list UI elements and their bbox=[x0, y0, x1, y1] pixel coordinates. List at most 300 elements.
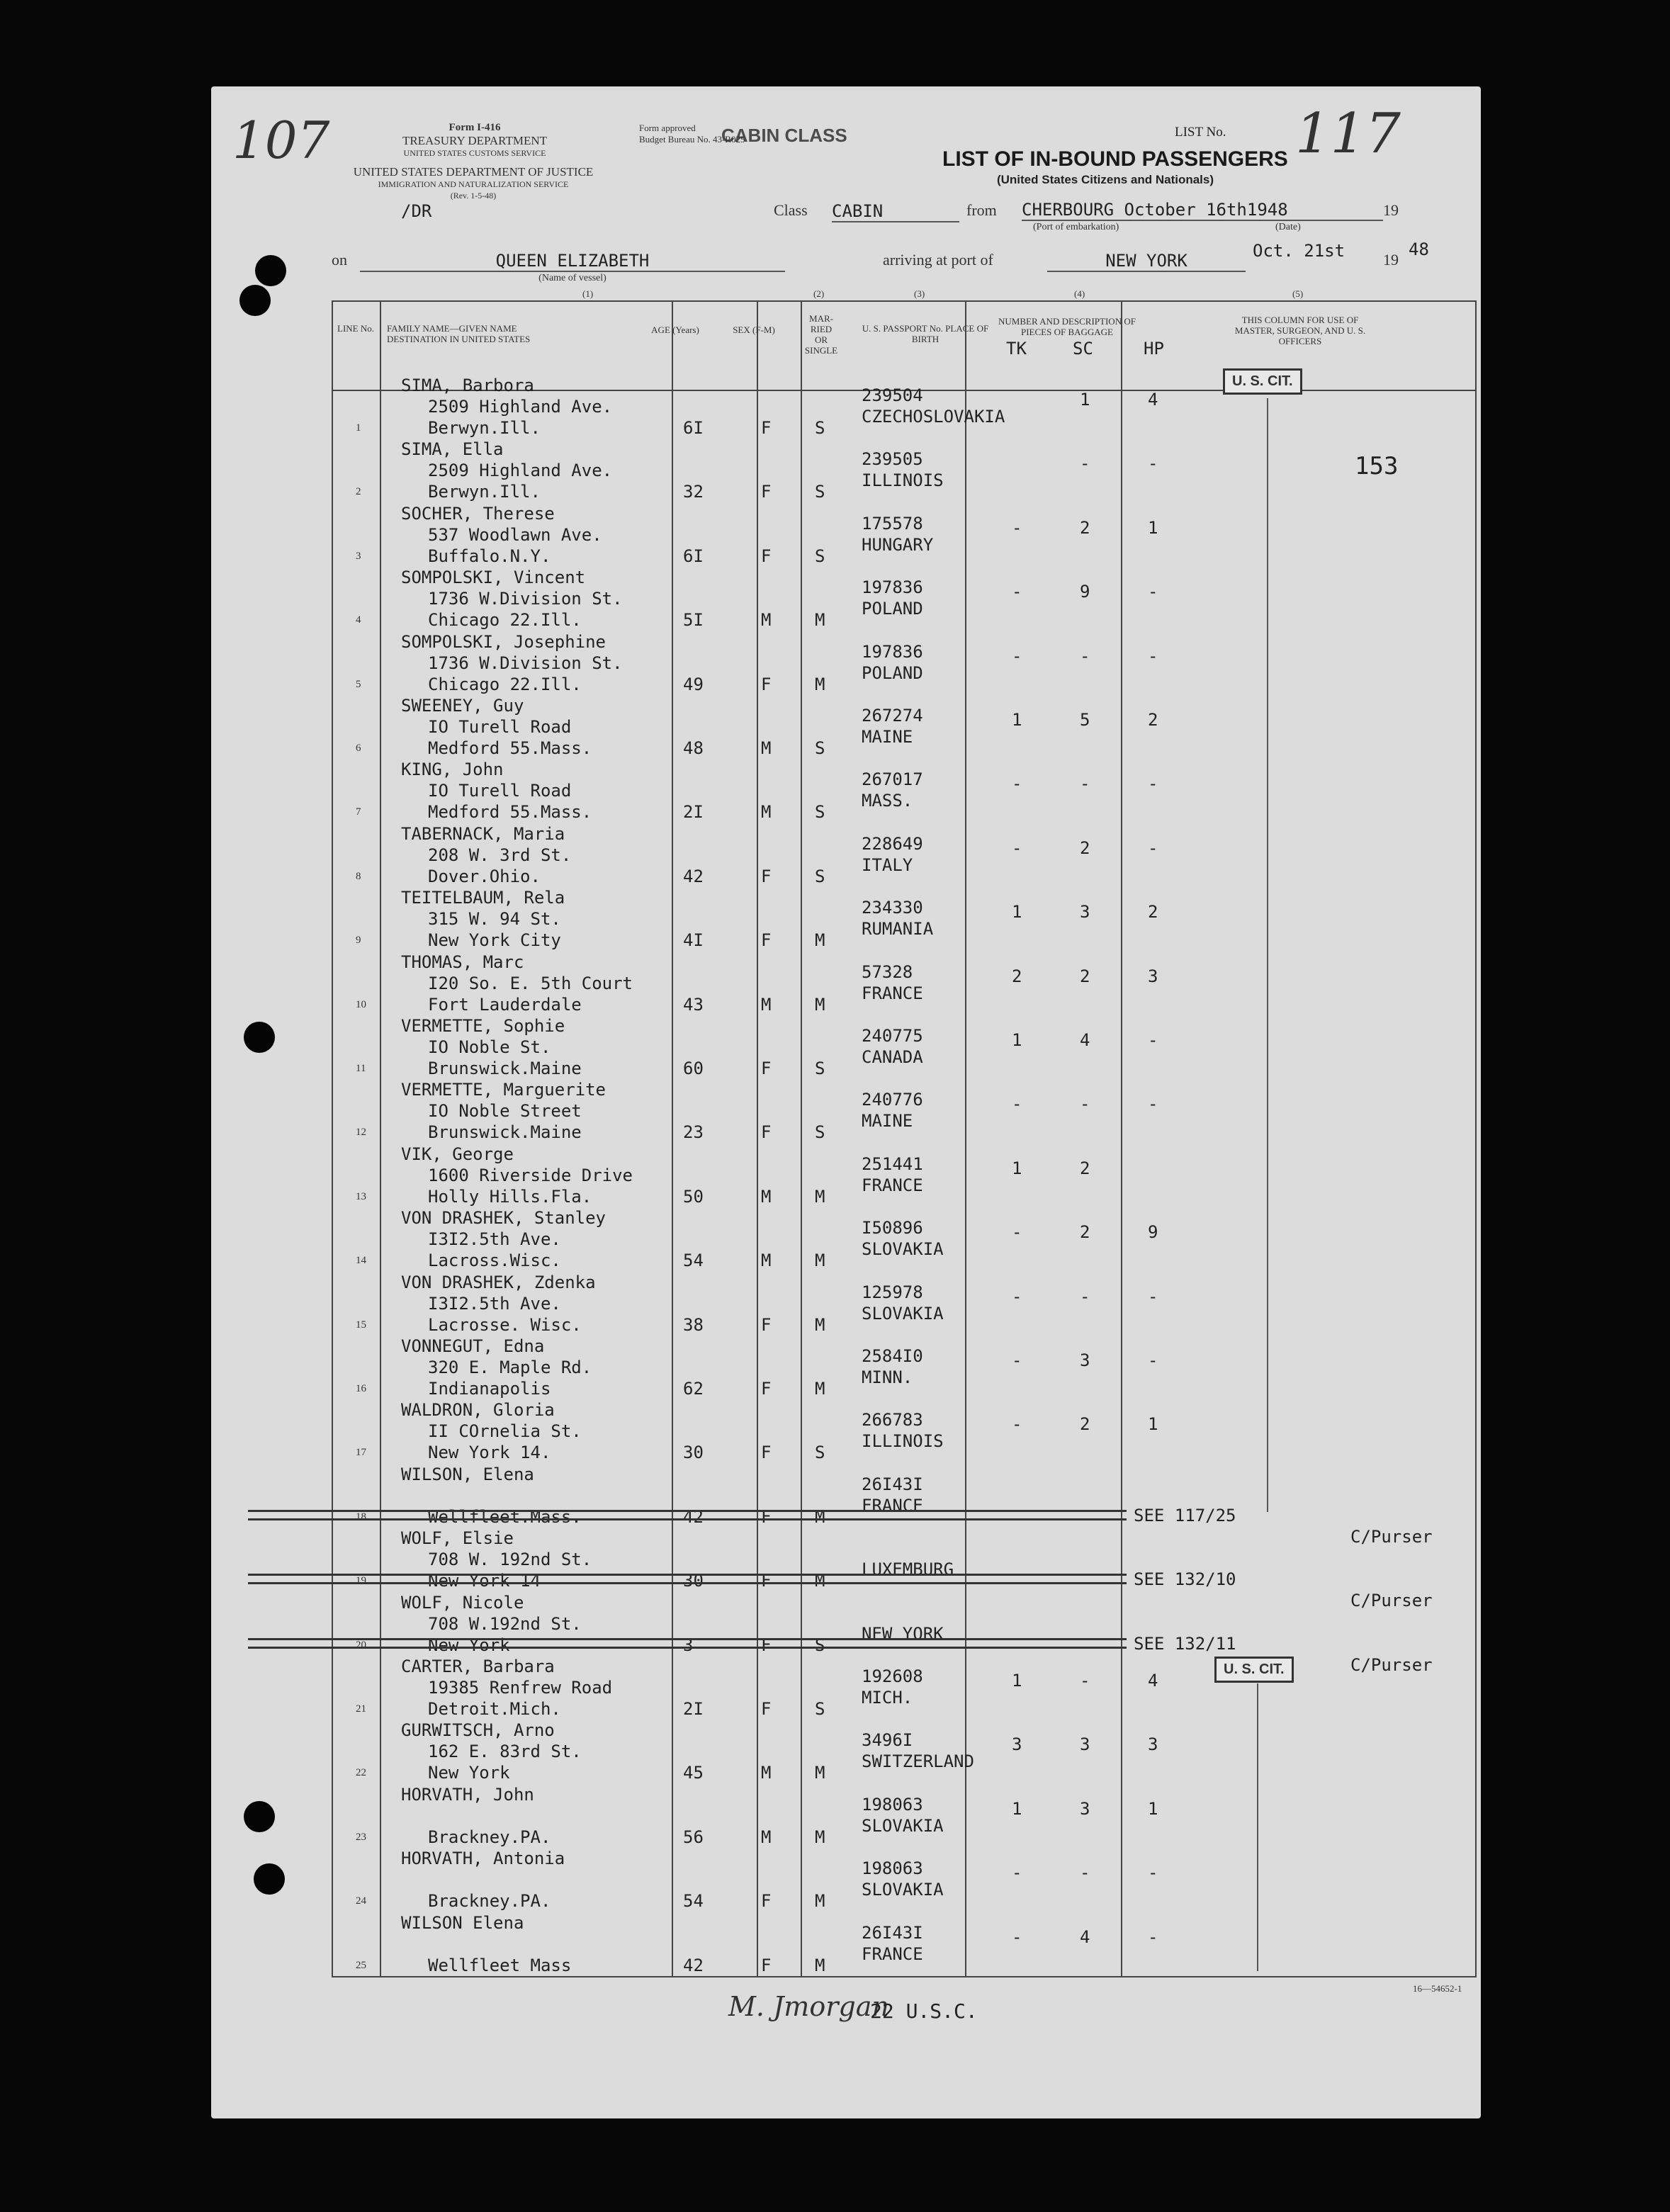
address-line: IO Turell Road bbox=[428, 717, 572, 737]
line-number: 11 bbox=[356, 1063, 366, 1074]
city-line: Berwyn.Ill. bbox=[428, 482, 541, 502]
baggage-hp: - bbox=[1148, 837, 1158, 858]
baggage-sc: 3 bbox=[1080, 1350, 1090, 1370]
marital-status: M bbox=[815, 1827, 825, 1847]
address-line: IO Turell Road bbox=[428, 781, 572, 801]
cancelled-entry-strike bbox=[248, 1518, 1127, 1520]
col-number-2: (2) bbox=[813, 288, 825, 299]
city-line: Brackney.PA. bbox=[428, 1891, 551, 1912]
city-line: Chicago 22.Ill. bbox=[428, 674, 582, 694]
address-line: 320 E. Maple Rd. bbox=[428, 1358, 592, 1377]
age: 3 bbox=[683, 1635, 694, 1655]
passport-number: 198063 bbox=[862, 1858, 923, 1879]
place-of-birth: CANADA bbox=[862, 1047, 923, 1067]
baggage-sc: 2 bbox=[1080, 1414, 1090, 1435]
arrival-year-prefix: 19 bbox=[1383, 251, 1399, 269]
address-line: 162 E. 83rd St. bbox=[428, 1742, 582, 1762]
passenger-name: SOMPOLSKI, Vincent bbox=[401, 568, 586, 588]
place-of-birth: MAINE bbox=[862, 1111, 913, 1132]
baggage-hp: - bbox=[1148, 1286, 1158, 1307]
marital-status: S bbox=[815, 1122, 825, 1143]
line-number: 7 bbox=[356, 806, 361, 818]
passenger-name: WALDRON, Gloria bbox=[401, 1400, 555, 1421]
passenger-name: CARTER, Barbara bbox=[401, 1657, 555, 1676]
baggage-sc: - bbox=[1080, 453, 1090, 474]
table-row-12 bbox=[211, 1080, 1481, 1144]
line-number: 1 bbox=[356, 422, 361, 434]
city-line: Medford 55.Mass. bbox=[428, 738, 592, 758]
place-of-birth: CZECHOSLOVAKIA bbox=[862, 407, 1005, 427]
passenger-name: VERMETTE, Marguerite bbox=[401, 1080, 606, 1100]
arriving-label: arriving at port of bbox=[883, 251, 993, 269]
marital-status: M bbox=[815, 1314, 825, 1335]
place-of-birth: ILLINOIS bbox=[862, 470, 944, 491]
place-of-birth: POLAND bbox=[862, 662, 923, 683]
age: 2I bbox=[683, 802, 704, 823]
sex: F bbox=[761, 546, 772, 566]
passenger-name: SOMPOLSKI, Josephine bbox=[401, 631, 606, 652]
marital-status: M bbox=[815, 674, 825, 694]
col-number-3: (3) bbox=[914, 288, 925, 299]
header-sc: SC bbox=[1073, 339, 1093, 359]
passport-number: 197836 bbox=[862, 577, 923, 598]
table-row-14 bbox=[211, 1208, 1481, 1272]
marital-status: S bbox=[815, 738, 825, 758]
table-row-17 bbox=[211, 1400, 1481, 1464]
baggage-tk: 1 bbox=[1012, 902, 1022, 922]
age: 2I bbox=[683, 1699, 704, 1719]
immigration-service: IMMIGRATION AND NATURALIZATION SERVICE bbox=[378, 179, 569, 189]
baggage-hp: - bbox=[1148, 1863, 1158, 1883]
address-line: I20 So. E. 5th Court bbox=[428, 973, 633, 993]
passport-number: 267017 bbox=[862, 769, 923, 790]
document-subtitle: (United States Citizens and Nationals) bbox=[996, 173, 1214, 186]
passenger-name: VON DRASHEK, Stanley bbox=[401, 1208, 606, 1229]
cancelled-entry-strike bbox=[248, 1582, 1127, 1584]
line-number: 20 bbox=[356, 1639, 366, 1651]
vessel-name: QUEEN ELIZABETH bbox=[360, 251, 785, 272]
passenger-name: SIMA, Barbora bbox=[401, 376, 534, 395]
passport-number: 26I43I bbox=[862, 1474, 923, 1494]
city-line: New York 14. bbox=[428, 1443, 551, 1463]
baggage-hp: - bbox=[1148, 774, 1158, 794]
baggage-tk: 3 bbox=[1012, 1734, 1022, 1755]
sex: F bbox=[761, 930, 772, 951]
table-row-6 bbox=[211, 696, 1481, 760]
passport-number: 175578 bbox=[862, 513, 923, 534]
passport-number: 26I43I bbox=[862, 1922, 923, 1943]
col-number-1: (1) bbox=[582, 288, 594, 299]
city-line: New York 14 bbox=[428, 1571, 541, 1591]
purser-signature: C/Purser bbox=[1350, 1526, 1433, 1547]
marital-status: S bbox=[815, 802, 825, 823]
place-of-birth: FRANCE bbox=[862, 1495, 923, 1516]
baggage-hp: 3 bbox=[1148, 966, 1158, 986]
header-line-no: LINE No. bbox=[337, 323, 374, 334]
place-of-birth: MINN. bbox=[862, 1367, 913, 1387]
marital-status: M bbox=[815, 610, 825, 631]
baggage-tk: - bbox=[1012, 1350, 1022, 1370]
age: 62 bbox=[683, 1379, 704, 1399]
sex: M bbox=[761, 1827, 772, 1847]
address-line: 19385 Renfrew Road bbox=[428, 1678, 613, 1698]
handwritten-page-number: 107 bbox=[232, 111, 330, 170]
footer-signature: M. Jmorgan bbox=[728, 1991, 889, 2022]
baggage-tk: - bbox=[1012, 1286, 1022, 1307]
line-number: 24 bbox=[356, 1895, 366, 1907]
place-of-birth: MASS. bbox=[862, 791, 913, 811]
table-row-22 bbox=[211, 1720, 1481, 1784]
table-row-2 bbox=[211, 439, 1481, 503]
purser-signature: C/Purser bbox=[1350, 1654, 1433, 1675]
sex: M bbox=[761, 802, 772, 823]
table-row-15 bbox=[211, 1273, 1481, 1336]
baggage-sc: 4 bbox=[1080, 1926, 1090, 1947]
age: 45 bbox=[683, 1763, 704, 1783]
line-number: 6 bbox=[356, 743, 361, 754]
place-of-birth: MAINE bbox=[862, 727, 913, 747]
age: 54 bbox=[683, 1891, 704, 1912]
age: 42 bbox=[683, 1955, 704, 1975]
baggage-tk: - bbox=[1012, 1094, 1022, 1115]
passenger-name: TEITELBAUM, Rela bbox=[401, 888, 565, 908]
age: 54 bbox=[683, 1251, 704, 1271]
class-value: CABIN bbox=[832, 201, 959, 222]
marital-status: M bbox=[815, 1251, 825, 1271]
baggage-tk: - bbox=[1012, 774, 1022, 794]
sex: F bbox=[761, 1506, 772, 1527]
baggage-sc: - bbox=[1080, 1094, 1090, 1115]
class-label: Class bbox=[774, 201, 808, 219]
city-line: New York City bbox=[428, 930, 561, 951]
table-row-10 bbox=[211, 952, 1481, 1016]
place-of-birth: LUXEMBURG bbox=[862, 1559, 954, 1580]
passenger-name: TABERNACK, Maria bbox=[401, 823, 565, 844]
place-of-birth: MICH. bbox=[862, 1688, 913, 1708]
passport-number: 198063 bbox=[862, 1794, 923, 1815]
passenger-name: VERMETTE, Sophie bbox=[401, 1016, 565, 1036]
age: 5I bbox=[683, 610, 704, 631]
marital-status: S bbox=[815, 418, 825, 438]
passport-number: 239504 bbox=[862, 385, 923, 405]
baggage-tk: 1 bbox=[1012, 1798, 1022, 1819]
passenger-name: VIK, George bbox=[401, 1144, 514, 1164]
arrival-year: 48 bbox=[1409, 239, 1429, 259]
marital-status: S bbox=[815, 1443, 825, 1463]
header-officers-column: THIS COLUMN FOR USE OF MASTER, SURGEON, AND U. S. OFFICERS bbox=[1234, 315, 1366, 346]
marital-status: S bbox=[815, 1699, 825, 1719]
age: 43 bbox=[683, 994, 704, 1015]
col-number-4: (4) bbox=[1074, 288, 1085, 299]
address-line: 2509 Highland Ave. bbox=[428, 461, 613, 481]
baggage-sc: 4 bbox=[1080, 1030, 1090, 1050]
budget-bureau: Budget Bureau No. 43-R025 bbox=[639, 134, 745, 145]
baggage-tk: 1 bbox=[1012, 1030, 1022, 1050]
revision-date: (Rev. 1-5-48) bbox=[450, 191, 497, 201]
passenger-name: THOMAS, Marc bbox=[401, 952, 524, 972]
place-of-birth: POLAND bbox=[862, 599, 923, 619]
baggage-tk: - bbox=[1012, 1926, 1022, 1947]
address-line: 315 W. 94 St. bbox=[428, 909, 561, 930]
line-number: 17 bbox=[356, 1447, 366, 1459]
baggage-sc: - bbox=[1080, 1286, 1090, 1307]
age: 38 bbox=[683, 1314, 704, 1335]
baggage-hp: - bbox=[1148, 1030, 1158, 1050]
sex: F bbox=[761, 1635, 772, 1655]
col-number-5: (5) bbox=[1292, 288, 1304, 299]
sex: F bbox=[761, 1891, 772, 1912]
list-number-label: LIST No. bbox=[1175, 125, 1226, 140]
passenger-name: HORVATH, John bbox=[401, 1784, 534, 1805]
baggage-sc: 1 bbox=[1080, 390, 1090, 410]
place-of-birth: ITALY bbox=[862, 854, 913, 875]
address-line: 708 W. 192nd St. bbox=[428, 1550, 592, 1570]
passport-number: 57328 bbox=[862, 961, 913, 982]
passenger-name: VON DRASHEK, Zdenka bbox=[401, 1272, 596, 1292]
cross-reference: SEE 117/25 bbox=[1134, 1505, 1236, 1525]
age: 56 bbox=[683, 1827, 704, 1847]
baggage-sc: 2 bbox=[1080, 837, 1090, 858]
customs-service: UNITED STATES CUSTOMS SERVICE bbox=[403, 148, 546, 158]
baggage-hp: - bbox=[1148, 1350, 1158, 1370]
passport-number: 197836 bbox=[862, 641, 923, 662]
baggage-hp: - bbox=[1148, 1926, 1158, 1947]
passport-number: 228649 bbox=[862, 833, 923, 854]
baggage-hp: 1 bbox=[1148, 517, 1158, 538]
age: 50 bbox=[683, 1186, 704, 1207]
cabin-class-overprint: CABIN CLASS bbox=[721, 125, 847, 146]
sex: F bbox=[761, 1443, 772, 1463]
table-row-24 bbox=[211, 1849, 1481, 1912]
sex: M bbox=[761, 1186, 772, 1207]
line-number: 18 bbox=[356, 1511, 366, 1523]
line-number: 19 bbox=[356, 1575, 366, 1587]
place-of-birth: RUMANIA bbox=[862, 919, 934, 939]
cross-reference: SEE 132/11 bbox=[1134, 1633, 1236, 1654]
place-of-birth: ILLINOIS bbox=[862, 1431, 944, 1452]
marital-status: S bbox=[815, 1635, 825, 1655]
table-row-21 bbox=[211, 1654, 1481, 1720]
passport-number: 267274 bbox=[862, 706, 923, 726]
baggage-hp: 1 bbox=[1148, 1798, 1158, 1819]
passenger-name: KING, John bbox=[401, 760, 504, 780]
line-number: 16 bbox=[356, 1383, 366, 1394]
sex: M bbox=[761, 1251, 772, 1271]
line-number: 9 bbox=[356, 935, 361, 947]
city-line: Medford 55.Mass. bbox=[428, 802, 592, 823]
place-of-birth: SLOVAKIA bbox=[862, 1239, 944, 1260]
baggage-hp: 4 bbox=[1148, 390, 1158, 410]
baggage-tk: 1 bbox=[1012, 1671, 1022, 1691]
table-row-25 bbox=[211, 1913, 1481, 1977]
age: 23 bbox=[683, 1122, 704, 1143]
table-row-8 bbox=[211, 824, 1481, 888]
line-number: 12 bbox=[356, 1127, 366, 1139]
address-line: 537 Woodlawn Ave. bbox=[428, 524, 602, 545]
address-line: II COrnelia St. bbox=[428, 1421, 582, 1442]
line-number: 2 bbox=[356, 486, 361, 498]
table-row-13 bbox=[211, 1144, 1481, 1208]
passport-number: 125978 bbox=[862, 1282, 923, 1302]
city-line: Berwyn.Ill. bbox=[428, 418, 541, 438]
sex: F bbox=[761, 1379, 772, 1399]
sex: M bbox=[761, 1763, 772, 1783]
baggage-tk: - bbox=[1012, 582, 1022, 602]
baggage-sc: 2 bbox=[1080, 966, 1090, 986]
us-citizen-stamp: U. S. CIT. bbox=[1214, 1657, 1294, 1683]
header-passport: U. S. PASSPORT No. PLACE OF BIRTH bbox=[862, 323, 989, 344]
marital-status: M bbox=[815, 1379, 825, 1399]
us-citizen-stamp: U. S. CIT. bbox=[1223, 368, 1302, 395]
city-line: Fort Lauderdale bbox=[428, 994, 582, 1015]
place-of-birth: SLOVAKIA bbox=[862, 1880, 944, 1900]
baggage-sc: 2 bbox=[1080, 517, 1090, 538]
baggage-sc: 2 bbox=[1080, 1222, 1090, 1243]
city-line: Lacrosse. Wisc. bbox=[428, 1314, 582, 1335]
city-line: Lacross.Wisc. bbox=[428, 1251, 561, 1271]
baggage-sc: - bbox=[1080, 1671, 1090, 1691]
passenger-name: WILSON, Elena bbox=[401, 1464, 534, 1484]
baggage-sc: 3 bbox=[1080, 902, 1090, 922]
line-number: 15 bbox=[356, 1319, 366, 1331]
header-hp: HP bbox=[1144, 339, 1164, 359]
line-number: 8 bbox=[356, 870, 361, 882]
header-baggage: NUMBER AND DESCRIPTION OF PIECES OF BAGGAGE bbox=[998, 316, 1136, 337]
cancelled-entry-strike bbox=[248, 1574, 1127, 1576]
place-of-birth: SWITZERLAND bbox=[862, 1751, 974, 1772]
baggage-sc: - bbox=[1080, 774, 1090, 794]
baggage-hp: 3 bbox=[1148, 1734, 1158, 1755]
city-line: Wellfleet Mass bbox=[428, 1955, 572, 1975]
age: 42 bbox=[683, 1506, 704, 1527]
baggage-hp: 2 bbox=[1148, 902, 1158, 922]
passport-number: 240775 bbox=[862, 1026, 923, 1046]
age: 42 bbox=[683, 866, 704, 886]
baggage-tk: - bbox=[1012, 645, 1022, 666]
line-number: 25 bbox=[356, 1959, 366, 1971]
baggage-tk: - bbox=[1012, 1222, 1022, 1243]
address-line: 208 W. 3rd St. bbox=[428, 845, 572, 865]
city-line: Indianapolis bbox=[428, 1379, 551, 1399]
passenger-name: SIMA, Ella bbox=[401, 439, 504, 460]
place-of-birth: NEW YORK bbox=[862, 1623, 944, 1644]
baggage-tk: - bbox=[1012, 837, 1022, 858]
address-line: I3I2.5th Ave. bbox=[428, 1229, 561, 1250]
place-of-birth: FRANCE bbox=[862, 1175, 923, 1195]
baggage-sc: - bbox=[1080, 1863, 1090, 1883]
table-row-1 bbox=[211, 376, 1481, 439]
place-of-birth: FRANCE bbox=[862, 983, 923, 1003]
baggage-tk: 1 bbox=[1012, 710, 1022, 730]
baggage-sc: 9 bbox=[1080, 582, 1090, 602]
marital-status: M bbox=[815, 930, 825, 951]
place-of-birth: HUNGARY bbox=[862, 534, 934, 555]
table-row-3 bbox=[211, 504, 1481, 568]
cancelled-entry-strike bbox=[248, 1647, 1127, 1649]
passport-number: 192608 bbox=[862, 1666, 923, 1686]
line-number: 23 bbox=[356, 1831, 366, 1843]
age: 48 bbox=[683, 738, 704, 758]
table-row-4 bbox=[211, 568, 1481, 631]
marital-status: M bbox=[815, 1763, 825, 1783]
table-row-5 bbox=[211, 632, 1481, 696]
arrival-date: Oct. 21st bbox=[1253, 241, 1345, 261]
form-number: Form I-416 bbox=[448, 122, 501, 133]
sex: M bbox=[761, 738, 772, 758]
line-number: 13 bbox=[356, 1190, 366, 1202]
age: 30 bbox=[683, 1443, 704, 1463]
printer-code: 16—54652-1 bbox=[1413, 1983, 1462, 1994]
address-line: IO Noble St. bbox=[428, 1037, 551, 1057]
baggage-hp: - bbox=[1148, 582, 1158, 602]
manifest-page bbox=[211, 86, 1481, 2118]
passenger-name: VONNEGUT, Edna bbox=[401, 1336, 545, 1356]
line-number: 21 bbox=[356, 1703, 366, 1715]
place-of-birth: SLOVAKIA bbox=[862, 1303, 944, 1324]
baggage-hp: - bbox=[1148, 1094, 1158, 1115]
on-label: on bbox=[332, 251, 347, 269]
purser-signature: C/Purser bbox=[1350, 1591, 1433, 1611]
port-of-embarkation: CHERBOURG October 16th1948 bbox=[1022, 200, 1383, 221]
city-line: Wellfleet.Mass. bbox=[428, 1506, 582, 1527]
from-label: from bbox=[966, 201, 997, 219]
passport-number: 239505 bbox=[862, 449, 923, 470]
table-row-11 bbox=[211, 1016, 1481, 1080]
header-age: AGE (Years) bbox=[651, 325, 699, 335]
passenger-name: WILSON Elena bbox=[401, 1912, 524, 1933]
footer-uscode: 22 U.S.C. bbox=[870, 1999, 978, 2023]
passenger-name: GURWITSCH, Arno bbox=[401, 1720, 555, 1741]
marital-status: S bbox=[815, 866, 825, 886]
marital-status: M bbox=[815, 994, 825, 1015]
line-number: 3 bbox=[356, 550, 361, 562]
baggage-hp: - bbox=[1148, 453, 1158, 474]
marital-status: M bbox=[815, 1955, 825, 1975]
age: 6I bbox=[683, 418, 704, 438]
baggage-sc: 3 bbox=[1080, 1798, 1090, 1819]
address-line: 708 W.192nd St. bbox=[428, 1613, 582, 1634]
passenger-name: SOCHER, Therese bbox=[401, 503, 555, 524]
sex: F bbox=[761, 1571, 772, 1591]
baggage-sc: 5 bbox=[1080, 710, 1090, 730]
line-number: 14 bbox=[356, 1255, 366, 1267]
passenger-name: WOLF, Nicole bbox=[401, 1592, 524, 1613]
baggage-tk: 1 bbox=[1012, 1158, 1022, 1178]
sex: F bbox=[761, 674, 772, 694]
marital-status: M bbox=[815, 1186, 825, 1207]
baggage-hp: 4 bbox=[1148, 1671, 1158, 1691]
address-line: 1736 W.Division St. bbox=[428, 653, 623, 673]
line-number: 22 bbox=[356, 1767, 366, 1779]
address-line: 1600 Riverside Drive bbox=[428, 1165, 633, 1185]
baggage-hp: 2 bbox=[1148, 710, 1158, 730]
form-approved: Form approved bbox=[639, 123, 696, 133]
vessel-caption: (Name of vessel) bbox=[538, 273, 606, 283]
passenger-name: WOLF, Elsie bbox=[401, 1528, 514, 1549]
marital-status: M bbox=[815, 1891, 825, 1912]
passenger-name: HORVATH, Antonia bbox=[401, 1849, 565, 1869]
passport-number: 266783 bbox=[862, 1410, 923, 1431]
age: 6I bbox=[683, 546, 704, 566]
passport-number: 240776 bbox=[862, 1090, 923, 1110]
marital-status: M bbox=[815, 1506, 825, 1527]
marital-status: S bbox=[815, 482, 825, 502]
sex: F bbox=[761, 1059, 772, 1078]
baggage-sc: - bbox=[1080, 645, 1090, 666]
address-line: IO Noble Street bbox=[428, 1101, 582, 1122]
passport-number: 234330 bbox=[862, 898, 923, 918]
year-prefix: 19 bbox=[1383, 201, 1399, 219]
